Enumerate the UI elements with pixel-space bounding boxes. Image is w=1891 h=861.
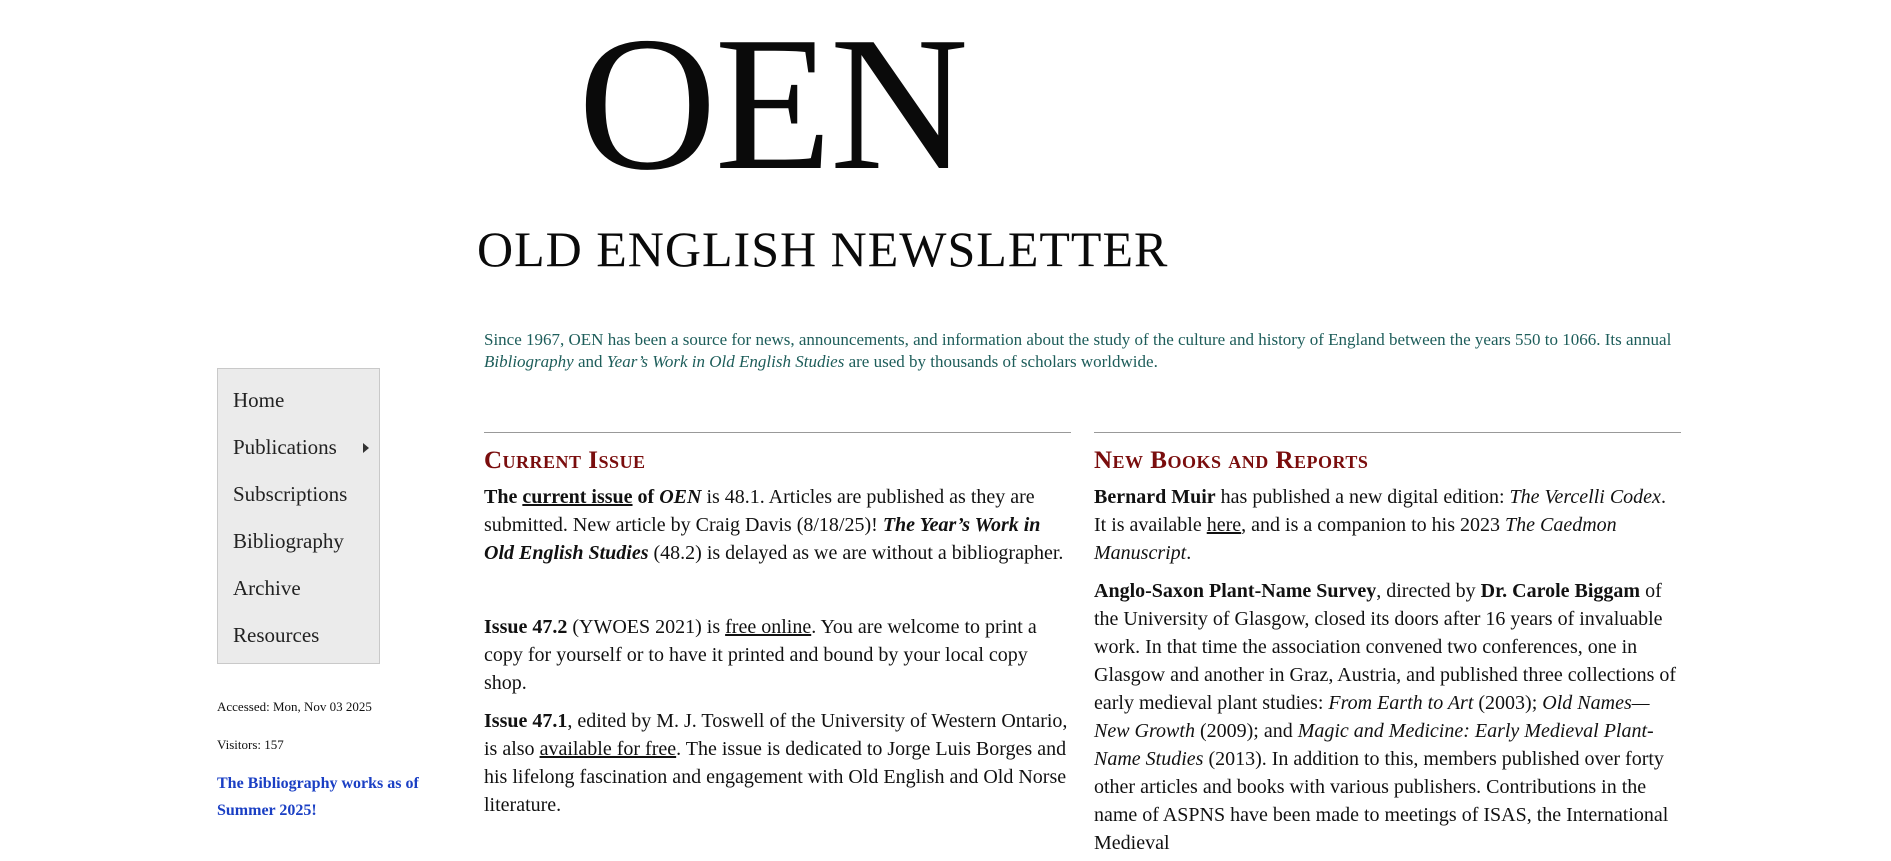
current-issue-section [484, 432, 1071, 829]
muir-paragraph: Bernard Muir has published a new digital edition: The Vercelli Codex. It is available here, and is a companion to his 2023 The Caedmon Manuscript. [1094, 486, 1666, 564]
issue-47-2-paragraph: Issue 47.2 (YWOES 2021) is free online. You are welcome to print a copy for yourself or to have it printed and bound by your local copy shop. [484, 616, 1037, 694]
nav-item-bibliography[interactable]: Bibliography [233, 529, 344, 553]
nav-item-label: Publications [233, 435, 337, 459]
site-logo-title[interactable]: OEN [578, 0, 967, 210]
free-online-link[interactable]: free online [725, 616, 812, 638]
section-title: New Books and Reports [1094, 447, 1369, 474]
sidebar-nav [217, 368, 380, 664]
submenu-arrow-icon [363, 443, 369, 453]
accessed-date: Accessed: Mon, Nov 03 2025 [217, 699, 372, 714]
nav-item-home[interactable]: Home [233, 388, 285, 412]
site-logo-subtitle[interactable]: OLD ENGLISH NEWSLETTER [477, 221, 1169, 277]
bibliography-notice-link[interactable]: The Bibliography works as of Summer 2025! [217, 775, 419, 819]
available-for-free-link[interactable]: available for free [539, 738, 677, 760]
here-link[interactable]: here [1206, 514, 1242, 536]
visitor-count: Visitors: 157 [217, 737, 284, 752]
nav-item-resources[interactable]: Resources [233, 623, 320, 647]
nav-item-archive[interactable]: Archive [233, 576, 301, 600]
current-issue-link[interactable]: current issue [522, 486, 633, 508]
current-issue-paragraph: The current issue of OEN is 48.1. Articles are published as they are submitted. New article by Craig Davis (8/18/25)! The Year’s Work in Old English Studies (48.2) is delayed as we are without a bibliographer. [484, 486, 1064, 564]
plant-name-survey-paragraph: Anglo-Saxon Plant-Name Survey, directed by Dr. Carole Biggam of the University of Glasgow, closed its doors after 16 years of invaluable work. In that time the association convened two conferences, one in Glasgow and another in Graz, Austria, and published three collections of early medieval plant studies: From Earth to Art (2003); Old Names—New Growth (2009); and Magic and Medicine: Early Medieval Plant-Name Studies (2013). In addition to this, members published over forty other articles and books with various publishers. Contributions in the name of ASPNS have been made to meetings of ISAS, the International Medieval [1094, 580, 1677, 854]
nav-item-publications[interactable] [218, 424, 379, 471]
nav-item-subscriptions[interactable]: Subscriptions [233, 482, 348, 506]
issue-47-1-paragraph: Issue 47.1, edited by M. J. Toswell of the University of Western Ontario, is also available for free. The issue is dedicated to Jorge Luis Borges and his lifelong fascination and engagement with Old English and Old Norse literature. [484, 710, 1068, 816]
new-books-section [1094, 432, 1681, 861]
section-title: Current Issue [484, 447, 646, 474]
site-tagline: Since 1967, OEN has been a source for news, announcements, and information about the study of the culture and history of England between the years 550 to 1066. Its annual Bibliography and Year’s Work in Old English Studies are used by thousands of scholars worldwide. [484, 330, 1672, 371]
